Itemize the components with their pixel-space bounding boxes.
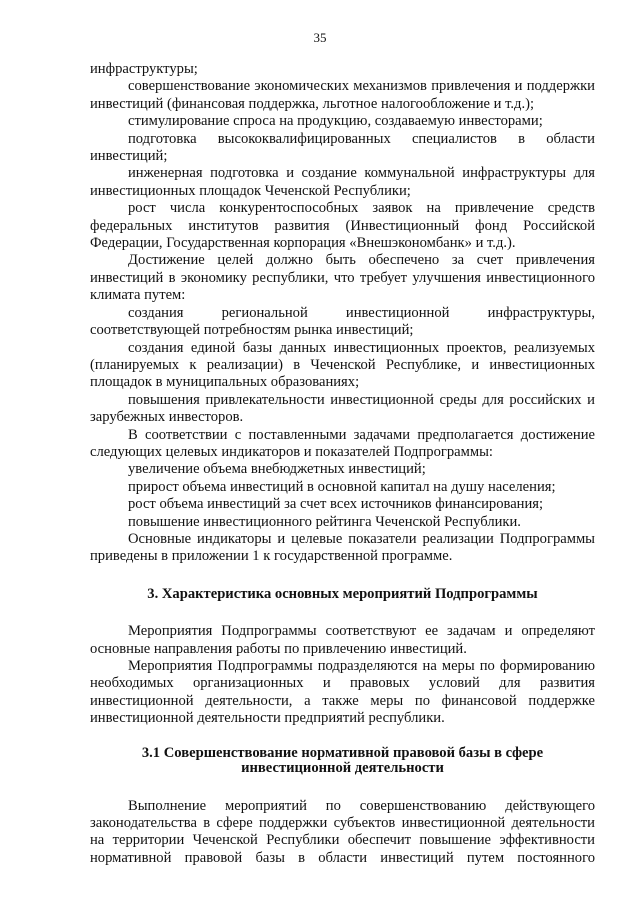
paragraph: прирост объема инвестиций в основной капитал на душу населения; — [128, 478, 556, 495]
paragraph: повышение инвестиционного рейтинга Чеченской Республики. — [128, 513, 521, 530]
page-number: 35 — [313, 30, 327, 45]
paragraph: Достижение целей должно быть обеспечено за счет привлечения инвестиций в экономику республики, что требует улучшения инвестиционного климата путем: — [90, 252, 595, 304]
subsection-heading-line: 3.1 Совершенствование нормативной правовой базы в сфере — [141, 744, 544, 761]
paragraph: создания единой базы данных инвестиционных проектов, реализуемых (планируемых к реализации) в Чеченской Республике, и инвестиционных площадок в муниципальных образованиях; — [90, 339, 595, 391]
paragraph: Основные индикаторы и целевые показатели реализации Подпрограммы приведены в приложении 1 к государственной программе. — [90, 530, 595, 565]
paragraph: создания региональной инвестиционной инфраструктуры, соответствующей потребностям рынка инвестиций; — [90, 304, 595, 339]
paragraph: совершенствование экономических механизмов привлечения и поддержки инвестиций (финансовая поддержка, льготное налогообложение и т.д.); — [90, 78, 595, 112]
paragraph: инфраструктуры; — [90, 61, 198, 77]
paragraph: подготовка высококвалифицированных специалистов в области инвестиций; — [90, 130, 595, 165]
paragraph: стимулирование спроса на продукцию, создаваемую инвесторами; — [128, 113, 543, 130]
paragraph: Выполнение мероприятий по совершенствованию действующего законодательства в сфере поддержки субъектов инвестиционной деятельности на территории Чеченской Республики обеспечит повышение эффективности нормативной правовой базы в области инвестиций путем постоянного — [90, 797, 595, 866]
subsection-heading — [90, 746, 595, 776]
paragraph: повышения привлекательности инвестиционной среды для российских и зарубежных инвесторов. — [90, 391, 595, 426]
paragraph: увеличение объема внебюджетных инвестиций; — [128, 461, 426, 478]
subsection-heading-line: инвестиционной деятельности — [241, 759, 444, 776]
paragraph: рост числа конкурентоспособных заявок на привлечение средств федеральных институтов развития (Инвестиционный фонд Российской Федерации, Государственная корпорация «Внешэкономбанк» и т.д.). — [90, 200, 595, 252]
paragraph: Мероприятия Подпрограммы подразделяются на меры по формированию необходимых организационных и правовых условий для развития инвестиционной деятельности, а также меры по финансовой поддержке инвестиционной деятельности предприятий республики. — [90, 658, 595, 727]
paragraph: инженерная подготовка и создание коммунальной инфраструктуры для инвестиционных площадок Чеченской Республики; — [90, 165, 595, 199]
paragraph: Мероприятия Подпрограммы соответствуют ее задачам и определяют основные направления работы по привлечению инвестиций. — [90, 623, 595, 657]
paragraph: рост объема инвестиций за счет всех источников финансирования; — [128, 496, 544, 513]
section-heading: 3. Характеристика основных мероприятий Подпрограммы — [147, 585, 538, 602]
paragraph: В соответствии с поставленными задачами предполагается достижение следующих целевых индикаторов и показателей Подпрограммы: — [90, 426, 595, 460]
document-body — [90, 61, 595, 867]
